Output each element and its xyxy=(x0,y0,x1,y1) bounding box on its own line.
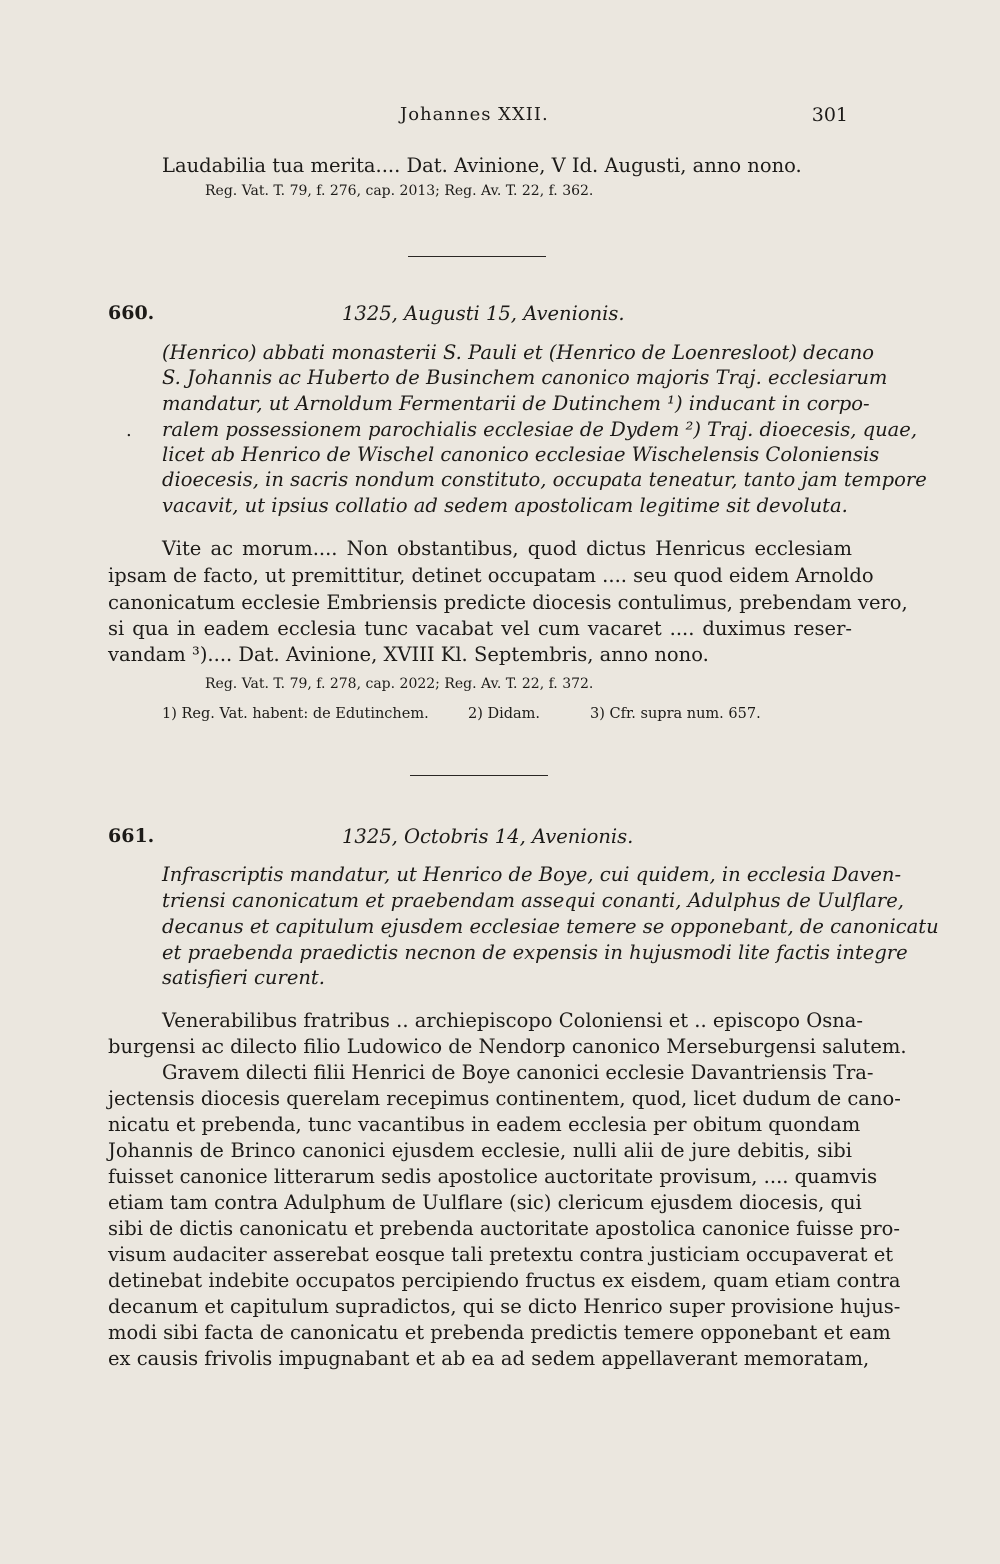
prev-entry-text: Laudabilia tua merita.... Dat. Avinione, V Id. Augusti, anno nono. xyxy=(162,154,802,177)
running-head: Johannes XXII. xyxy=(400,104,549,125)
summary-line: triensi canonicatum et praebendam assequi conanti, Adulphus de Uulflare, xyxy=(162,889,904,912)
entry-number-661: 661. xyxy=(108,825,155,847)
footnote: 2) Didam. xyxy=(468,706,541,722)
summary-line: decanus et capitulum ejusdem ecclesiae temere se opponebant, de canonicatu xyxy=(162,915,939,938)
body-line: detinebat indebite occupatos percipiendo fructus ex eisdem, quam etiam contra xyxy=(108,1269,901,1292)
body-line: Vite ac morum.... Non obstantibus, quod dictus Henricus ecclesiam xyxy=(162,537,852,560)
body-line: burgensi ac dilecto filio Ludowico de Nendorp canonico Merseburgensi salutem. xyxy=(108,1035,907,1058)
prev-entry-reference: Reg. Vat. T. 79, f. 276, cap. 2013; Reg. Av. T. 22, f. 362. xyxy=(205,183,594,199)
section-rule xyxy=(408,256,546,257)
summary-line: et praebenda praedictis necnon de expensis in hujusmodi lite factis integre xyxy=(162,941,908,964)
summary-line: vacavit, ut ipsius collatio ad sedem apostolicam legitime sit devoluta. xyxy=(162,494,848,517)
body-line: Venerabilibus fratribus .. archiepiscopo Coloniensi et .. episcopo Osna- xyxy=(162,1009,863,1032)
body-line: Gravem dilecti filii Henrici de Boye canonici ecclesie Davantriensis Tra- xyxy=(162,1061,874,1084)
summary-line: Infrascriptis mandatur, ut Henrico de Boye, cui quidem, in ecclesia Daven- xyxy=(162,863,902,886)
body-line: fuisset canonice litterarum sedis apostolice auctoritate provisum, .... quamvis xyxy=(108,1165,878,1188)
summary-line: (Henrico) abbati monasterii S. Pauli et (Henrico de Loenresloot) decano xyxy=(162,341,874,364)
body-line: sibi de dictis canonicatu et prebenda auctoritate apostolica canonice fuisse pro- xyxy=(108,1217,901,1240)
body-line: etiam tam contra Adulphum de Uulflare (sic) clericum ejusdem diocesis, qui xyxy=(108,1191,862,1214)
body-line: canonicatum ecclesie Embriensis predicte diocesis contulimus, prebendam vero, xyxy=(108,591,908,614)
body-line: Johannis de Brinco canonici ejusdem ecclesie, nulli alii de jure debitis, sibi xyxy=(108,1139,852,1162)
section-rule xyxy=(410,775,548,776)
summary-line: satisfieri curent. xyxy=(162,966,325,989)
entry-reference-660: Reg. Vat. T. 79, f. 278, cap. 2022; Reg. Av. T. 22, f. 372. xyxy=(205,676,594,692)
body-line: si qua in eadem ecclesia tunc vacabat vel cum vacaret .... duximus reser- xyxy=(108,617,852,640)
page-number: 301 xyxy=(811,104,848,126)
summary-line: S. Johannis ac Huberto de Businchem canonico majoris Traj. ecclesiarum xyxy=(162,366,888,389)
body-line: ex causis frivolis impugnabant et ab ea ad sedem appellaverant memoratam, xyxy=(108,1347,870,1370)
footnote: 1) Reg. Vat. habent: de Edutinchem. xyxy=(162,706,429,722)
body-line: vandam ³).... Dat. Avinione, XVIII Kl. Septembris, anno nono. xyxy=(108,643,709,666)
page-header xyxy=(0,100,1000,130)
body-line: nicatu et prebenda, tunc vacantibus in eadem ecclesia per obitum quondam xyxy=(108,1113,861,1136)
summary-line: licet ab Henrico de Wischel canonico ecclesiae Wischelensis Coloniensis xyxy=(162,443,880,466)
summary-line: mandatur, ut Arnoldum Fermentarii de Dutinchem ¹) inducant in corpo- xyxy=(162,392,870,415)
footnote: 3) Cfr. supra num. 657. xyxy=(590,706,761,722)
body-line: visum audaciter asserebat eosque tali pretextu contra justiciam occupaverat et xyxy=(108,1243,894,1266)
body-line: jectensis diocesis querelam recepimus continentem, quod, licet dudum de cano- xyxy=(108,1087,901,1110)
margin-dot: . xyxy=(126,420,132,441)
body-line: modi sibi facta de canonicatu et prebenda predictis temere opponebant et eam xyxy=(108,1321,891,1344)
entry-date-661: 1325, Octobris 14, Avenionis. xyxy=(342,825,634,848)
body-line: decanum et capitulum supradictos, qui se dicto Henrico super provisione hujus- xyxy=(108,1295,901,1318)
entry-number-660: 660. xyxy=(108,302,155,324)
entry-date-660: 1325, Augusti 15, Avenionis. xyxy=(342,302,625,325)
summary-line: dioecesis, in sacris nondum constituto, occupata teneatur, tanto jam tempore xyxy=(162,468,927,491)
summary-line: ralem possessionem parochialis ecclesiae de Dydem ²) Traj. dioecesis, quae, xyxy=(162,418,918,441)
body-line: ipsam de facto, ut premittitur, detinet occupatam .... seu quod eidem Arnoldo xyxy=(108,564,874,587)
